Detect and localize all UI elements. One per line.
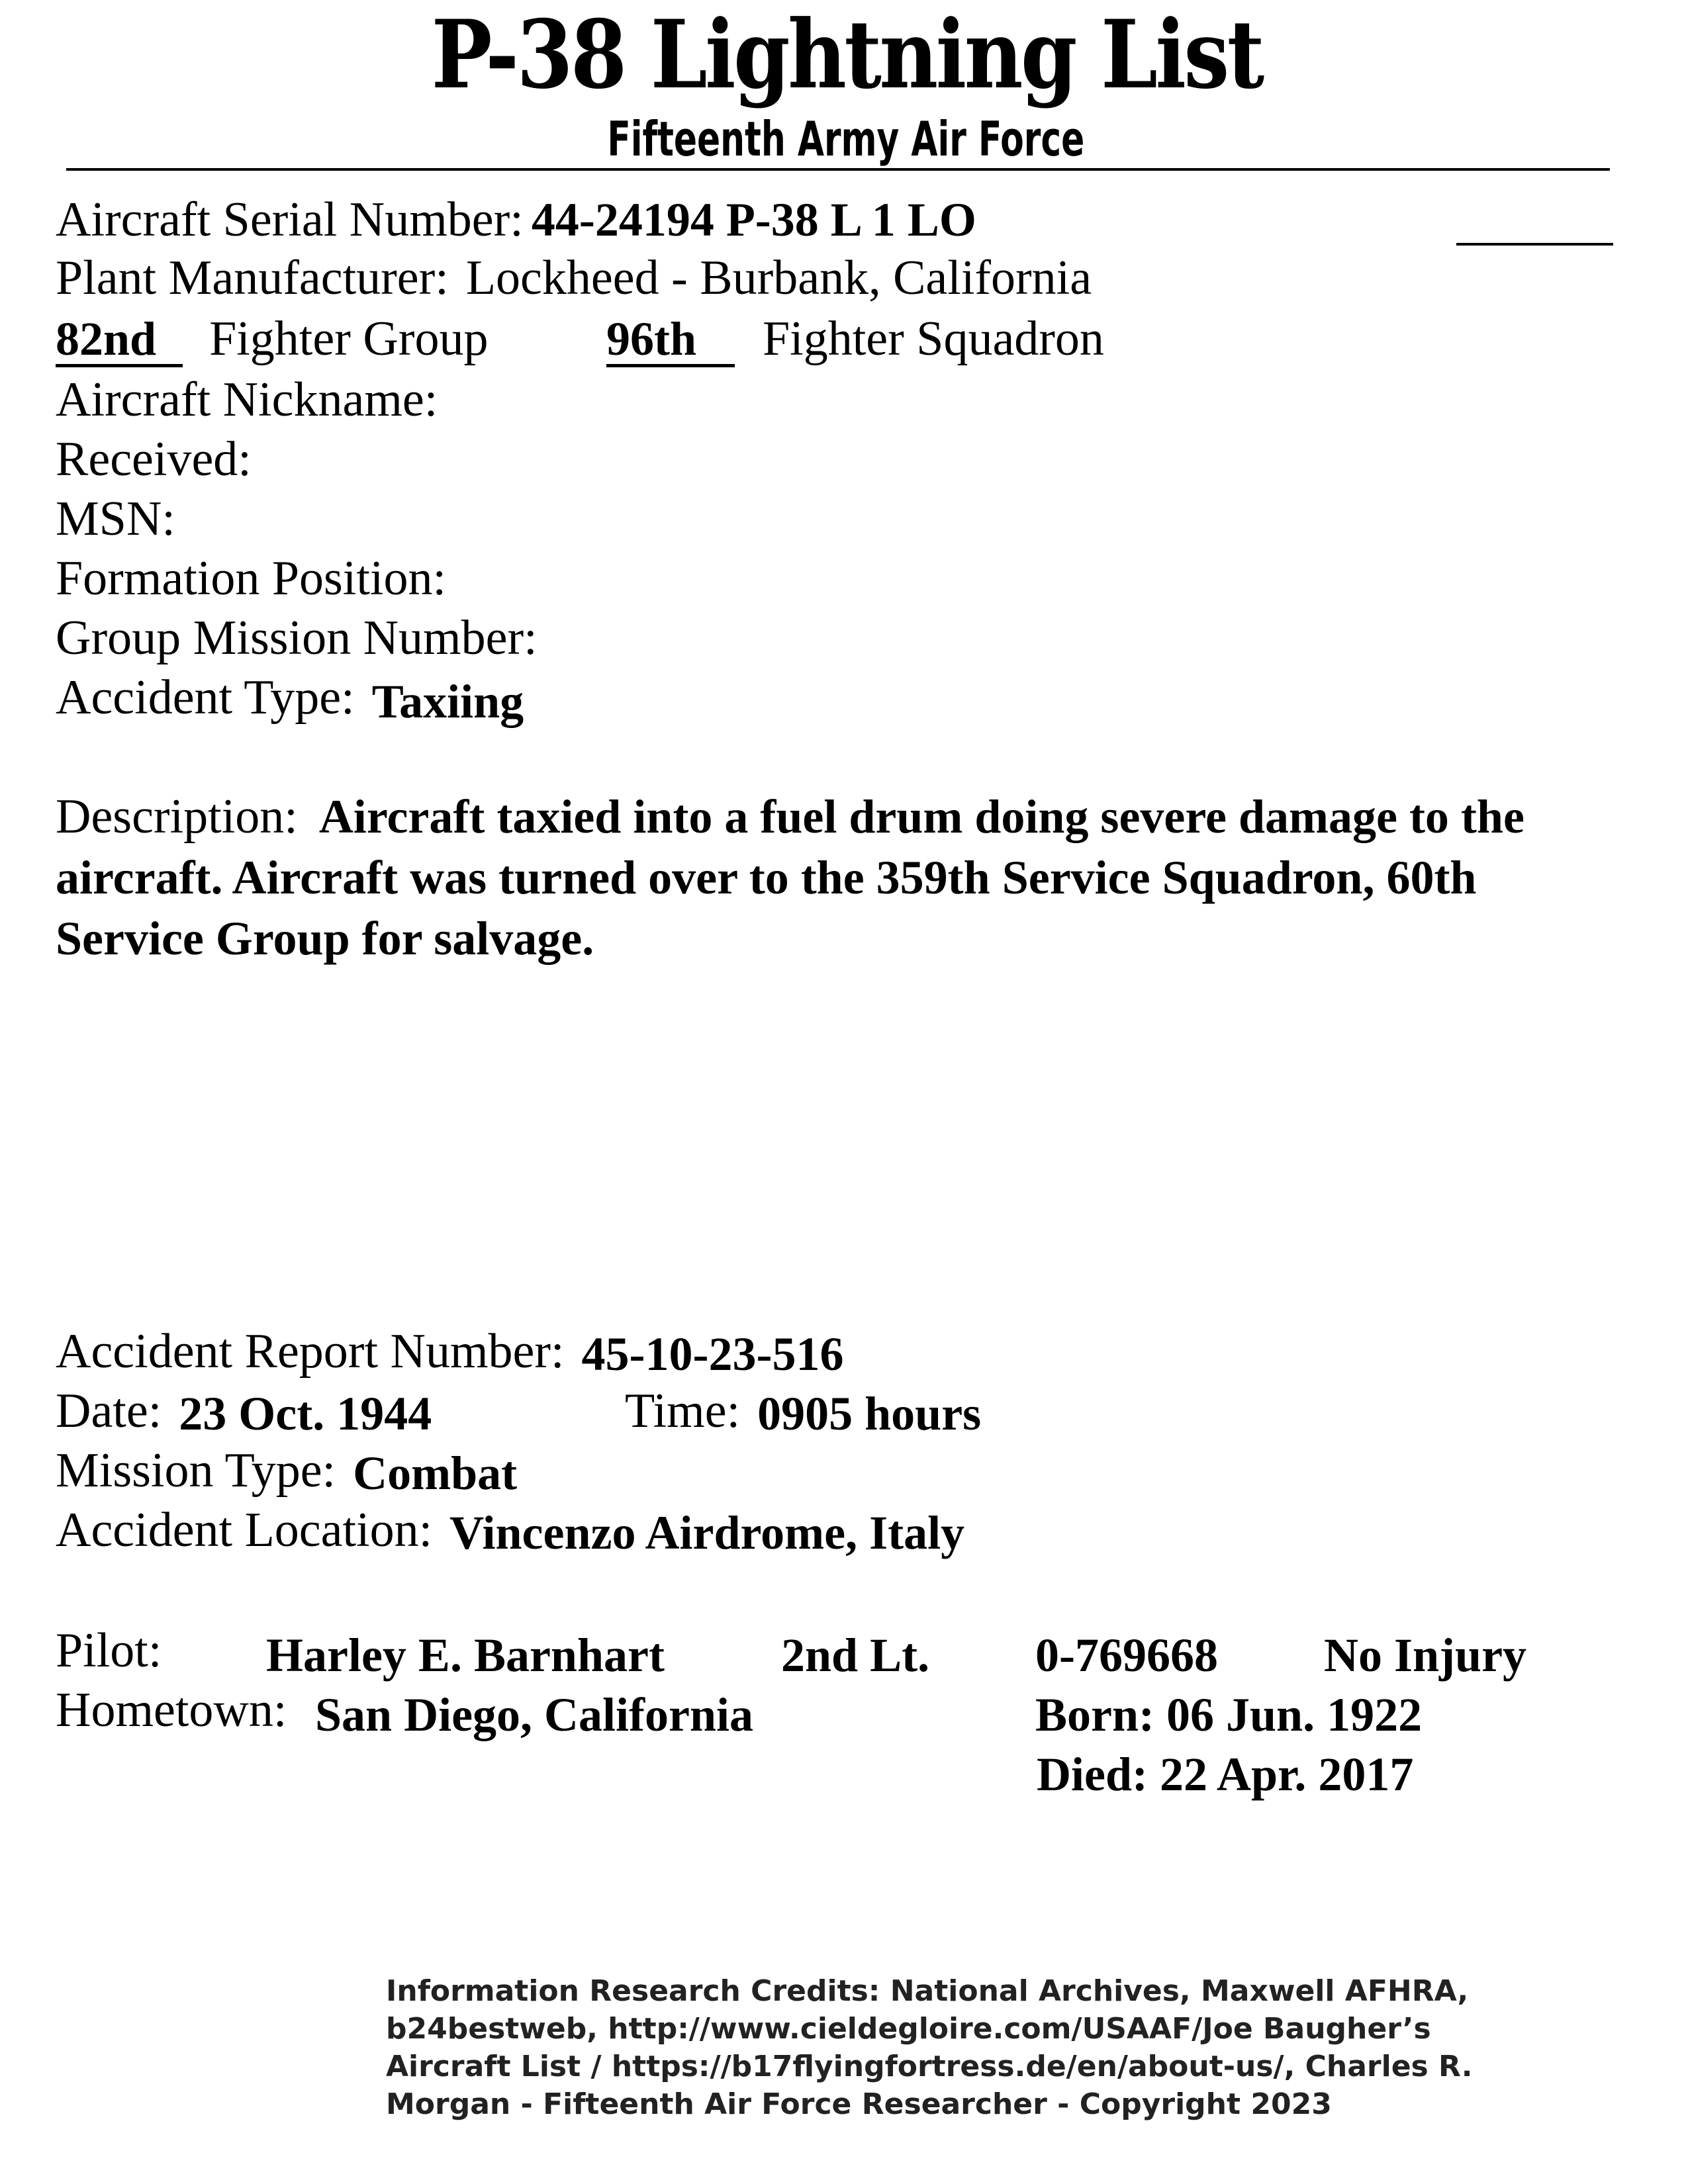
description-text: Aircraft taxied into a fuel drum doing severe damage to the aircraft. Aircraft was turned over to the 359th Service Squadron, 60th Service Group for salvage.	[56, 790, 1524, 965]
mission-type-label: Mission Type:	[56, 1443, 336, 1498]
header-divider	[66, 168, 1610, 171]
time-row	[625, 1383, 981, 1439]
report-row	[56, 1324, 843, 1380]
location-value: Vincenzo Airdrome, Italy	[449, 1506, 965, 1559]
report-value: 45-10-23-516	[581, 1328, 844, 1381]
mission-type-row	[56, 1443, 517, 1499]
group-value: 82nd	[56, 315, 183, 367]
credits-line-3: Aircraft List / https://b17flyingfortress.de/en/about-us/, Charles R.	[386, 2050, 1473, 2083]
group-mission-label: Group Mission Number:	[56, 611, 538, 665]
group-label: Fighter Group	[209, 312, 489, 366]
blank-line	[1456, 243, 1613, 246]
formation-label: Formation Position:	[56, 551, 447, 606]
report-label: Accident Report Number:	[56, 1324, 565, 1379]
nickname-label: Aircraft Nickname:	[56, 373, 438, 427]
pilot-rank: 2nd Lt.	[781, 1629, 930, 1682]
location-label: Accident Location:	[56, 1503, 433, 1557]
group-row	[56, 311, 488, 367]
squadron-value: 96th	[606, 315, 735, 367]
serial-label: Aircraft Serial Number:	[56, 193, 524, 247]
date-label: Date:	[56, 1384, 162, 1438]
location-row	[56, 1502, 964, 1559]
serial-row	[56, 192, 976, 248]
pilot-died: Died: 22 Apr. 2017	[1037, 1748, 1414, 1801]
time-label: Time:	[625, 1384, 741, 1438]
page-title: P-38 Lightning List	[431, 0, 1262, 110]
hometown-label: Hometown:	[56, 1683, 287, 1737]
manufacturer-label: Plant Manufacturer:	[56, 251, 449, 305]
research-credits	[386, 1972, 1473, 2123]
pilot-service-number: 0-769668	[1035, 1629, 1218, 1682]
time-value: 0905 hours	[757, 1387, 982, 1440]
mission-type-value: Combat	[353, 1447, 518, 1500]
manufacturer-row	[56, 250, 1092, 306]
pilot-name: Harley E. Barnhart	[266, 1629, 665, 1682]
pilot-status: No Injury	[1324, 1629, 1527, 1682]
accident-type-label: Accident Type:	[56, 670, 355, 725]
serial-value: 44-24194 P-38 L 1 LO	[531, 193, 976, 246]
squadron-label: Fighter Squadron	[763, 312, 1104, 366]
credits-line-2: b24bestweb, http://www.cieldegloire.com/USAAF/Joe Baugher’s	[386, 2012, 1431, 2046]
squadron-row	[606, 311, 1104, 367]
description	[56, 786, 1591, 969]
description-label: Description:	[56, 790, 298, 844]
date-value: 23 Oct. 1944	[179, 1387, 432, 1440]
msn-label: MSN:	[56, 492, 175, 546]
pilot-label: Pilot:	[56, 1623, 162, 1678]
received-label: Received:	[56, 432, 252, 486]
manufacturer-value: Lockheed - Burbank, California	[465, 251, 1092, 305]
accident-type-value: Taxiing	[371, 675, 524, 728]
credits-line-1: Information Research Credits: National Archives, Maxwell AFHRA,	[386, 1974, 1469, 2008]
credits-line-4: Morgan - Fifteenth Air Force Researcher - Copyright 2023	[386, 2087, 1332, 2121]
date-row	[56, 1383, 432, 1439]
hometown-value: San Diego, California	[315, 1688, 754, 1741]
pilot-born: Born: 06 Jun. 1922	[1035, 1688, 1423, 1741]
page-subtitle: Fifteenth Army Air Force	[607, 111, 1085, 167]
accident-type-row	[56, 670, 524, 726]
